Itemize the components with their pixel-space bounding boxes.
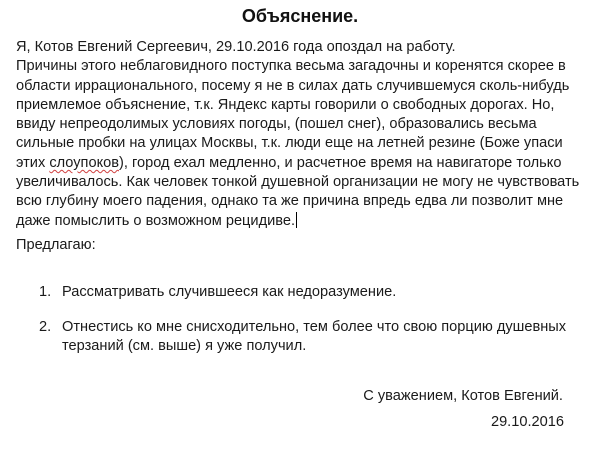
- document-title: Объяснение.: [241, 6, 359, 26]
- text-cursor: [296, 212, 297, 228]
- paragraph-text: ), город ехал медленно, и расчетное время на навигаторе только: [119, 154, 562, 171]
- propose-label: Предлагаю:: [16, 237, 96, 253]
- paragraph-line: [16, 154, 596, 173]
- paragraph-line: сильные пробки на улицах Москвы, т.к. люди еще на летней резине (Боже упаси: [16, 135, 563, 152]
- paragraph-text: этих: [16, 154, 50, 171]
- list-item-line: Отнестись ко мне снисходительно, тем более что свою порцию душевных: [62, 319, 567, 335]
- paragraph-line: области иррационального, посему я не в силах дать случившемуся сколь-нибудь: [16, 77, 570, 94]
- paragraph-line: увеличивалось. Как человек тонкой душевной организации не могу не чувствовать: [16, 174, 580, 191]
- paragraph-line: Я, Котов Евгений Сергеевич, 29.10.2016 года опоздал на работу.: [16, 39, 456, 55]
- list-item-line: терзаний (см. выше) я уже получил.: [62, 338, 307, 355]
- paragraph-line: [16, 212, 596, 231]
- list-item-line: Рассматривать случившееся как недоразумение.: [62, 284, 397, 300]
- paragraph-line: Причины этого неблаговидного поступка весьма загадочны и коренятся скорее в: [16, 58, 566, 75]
- list-item-text: [62, 318, 566, 357]
- list-number: 2.: [39, 319, 52, 335]
- list-number: 1.: [39, 284, 52, 300]
- paragraph-line: приемлемое объяснение, т.к. Яндекс карты говорили о свободных дорогах. Но,: [16, 96, 555, 113]
- explanation-paragraph[interactable]: [16, 38, 596, 231]
- paragraph-line: всю глубину моего падения, однако та же причина впредь едва ли позволит мне: [16, 193, 564, 210]
- paragraph-line: ввиду непреодолимых условиях погоды, (пошел снег), образовались весьма: [16, 116, 537, 133]
- spellcheck-flagged-word[interactable]: слоупоков: [49, 154, 119, 171]
- paragraph-text: даже помыслить о возможном рецидиве.: [16, 212, 295, 229]
- signature-date: 29.10.2016: [490, 414, 564, 430]
- signature: С уважением, Котов Евгений.: [363, 388, 563, 404]
- list-item-text: [62, 283, 396, 302]
